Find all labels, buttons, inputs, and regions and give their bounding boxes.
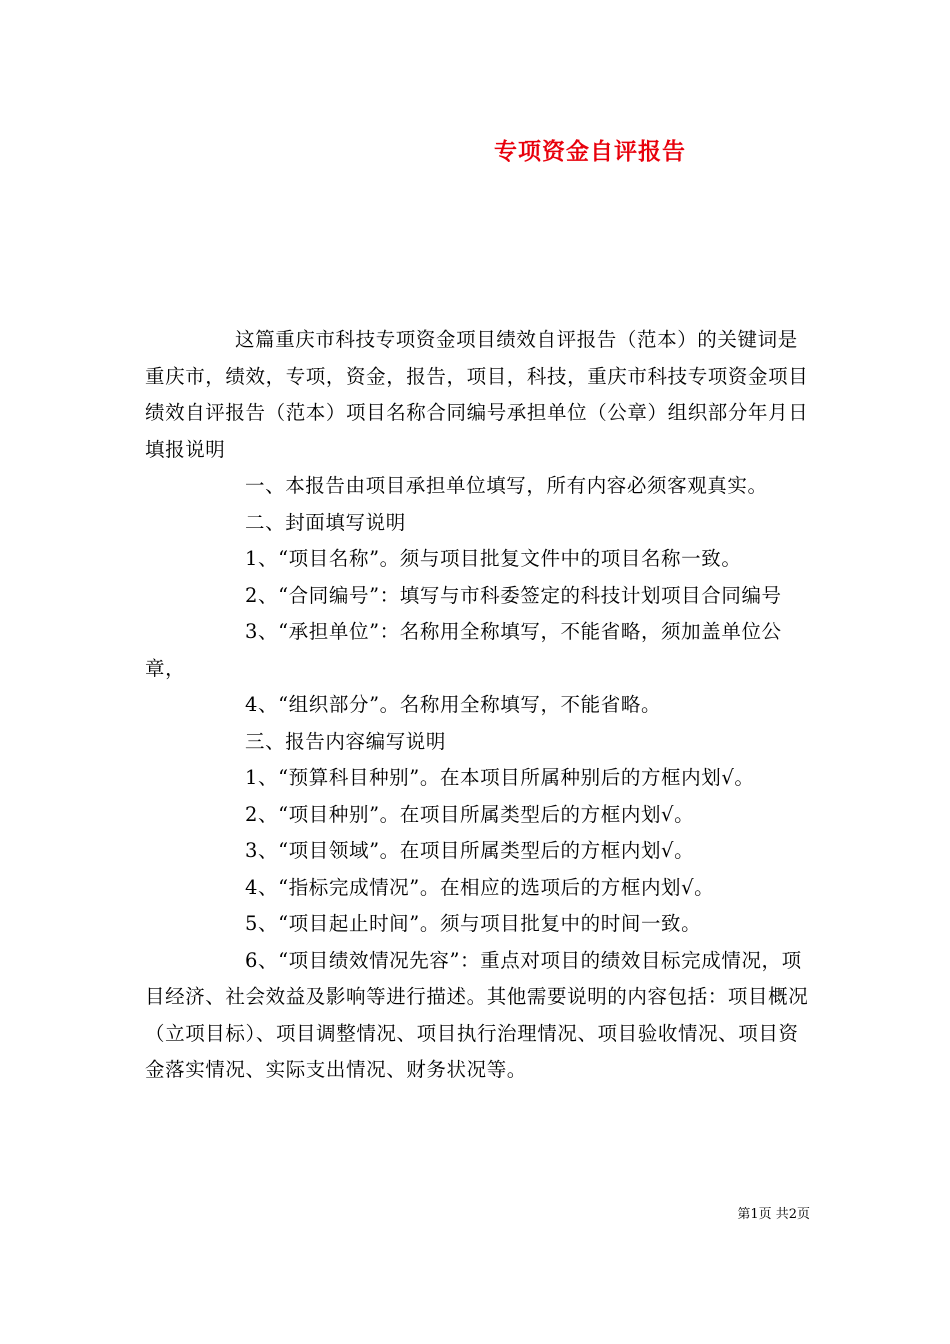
- section-2-item-2: 2、“合同编号”：填写与市科委签定的科技计划项目合同编号: [245, 583, 782, 607]
- section-2-item-3: 3、“承担单位”：名称用全称填写，不能省略，须加盖单位公章，: [145, 620, 782, 680]
- page-number: 第1页 共2页: [737, 1207, 810, 1222]
- section-3-item-5: 5、“项目起止时间”。须与项目批复中的时间一致。: [245, 912, 702, 935]
- section-3-item-6: 6、“项目绩效情况先容”：重点对项目的绩效目标完成情况，项目经济、社会效益及影响等进行描述。其他需要说明的内容包括：项目概况（立项目标）、项目调整情况、项目执行治理情况、项目验收情况、项目资金落实情况、实际支出情况、财务状况等。: [145, 948, 809, 1081]
- intro-paragraph: 这篇重庆市科技专项资金项目绩效自评报告（范本）的关键词是重庆市，绩效，专项，资金，报告，项目，科技，重庆市科技专项资金项目绩效自评报告（范本）项目名称合同编号承担单位（公章）组织部分年月日填报说明: [145, 328, 809, 461]
- document-title: 专项资金自评报告: [494, 138, 686, 165]
- section-3-item-3: 3、“项目领域”。在项目所属类型后的方框内划√。: [245, 839, 695, 862]
- section-2-item-1: 1、“项目名称”。须与项目批复文件中的项目名称一致。: [245, 547, 742, 570]
- document-body: [145, 322, 810, 1089]
- section-3-item-4: 4、“指标完成情况”。在相应的选项后的方框内划√。: [245, 875, 715, 899]
- section-3-item-1: 1、“预算科目种别”。在本项目所属种别后的方框内划√。: [245, 766, 755, 789]
- section-2-item-4: 4、“组织部分”。名称用全称填写，不能省略。: [245, 693, 662, 716]
- section-2-heading: 二、封面填写说明: [245, 510, 406, 534]
- section-3-heading: 三、报告内容编写说明: [245, 729, 447, 753]
- section-3-item-2: 2、“项目种别”。在项目所属类型后的方框内划√。: [245, 802, 695, 826]
- section-1: 一、本报告由项目承担单位填写，所有内容必须客观真实。: [245, 474, 768, 497]
